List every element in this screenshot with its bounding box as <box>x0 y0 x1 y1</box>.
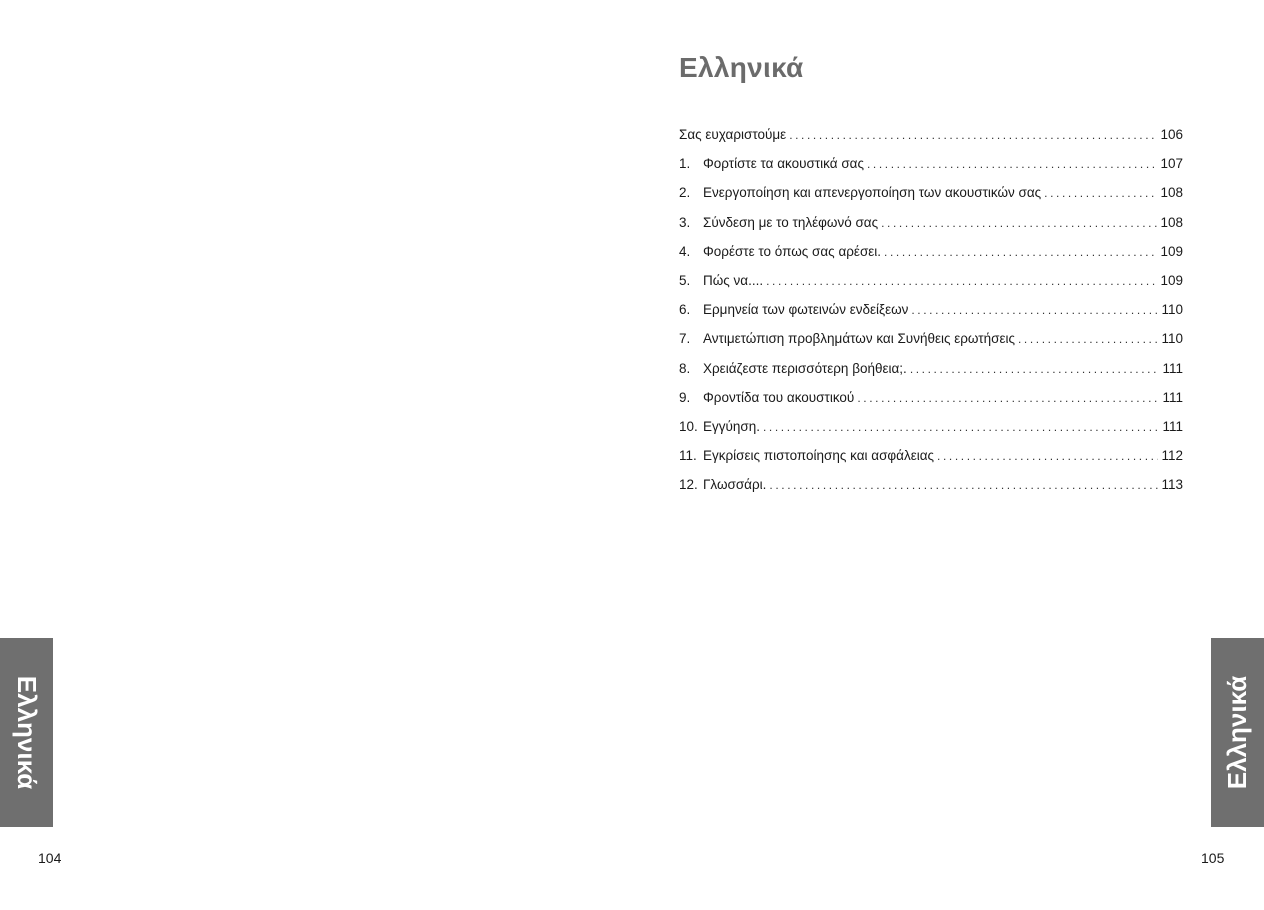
toc-entry[interactable] <box>679 354 1183 383</box>
toc-entry-label: Σας ευχαριστούμε <box>679 127 787 142</box>
toc-entry-number: 1. <box>679 156 691 172</box>
toc-entry-page: 113 <box>1161 477 1183 493</box>
toc-dot-leader <box>910 355 1160 384</box>
toc-entry-number: 4. <box>679 243 691 259</box>
table-of-contents <box>679 120 1183 499</box>
toc-dot-leader <box>911 296 1158 325</box>
toc-dot-leader <box>766 267 1157 296</box>
toc-entry-page: 107 <box>1160 156 1183 172</box>
toc-entry-page: 109 <box>1160 272 1183 288</box>
toc-entry-label: Φροντίδα του ακουστικού <box>703 389 855 405</box>
toc-entry-page: 110 <box>1161 302 1183 318</box>
toc-entry-page: 108 <box>1160 185 1183 201</box>
toc-entry-label: Αντιμετώπιση προβλημάτων και Συνήθεις ερωτήσεις <box>703 331 1015 347</box>
language-side-tab-label: Ελληνικά <box>12 675 43 790</box>
toc-entry-number: 7. <box>679 331 691 347</box>
toc-dot-leader <box>789 121 1157 150</box>
toc-dot-leader <box>1018 325 1158 354</box>
toc-entry[interactable] <box>679 149 1183 178</box>
toc-entry-page: 112 <box>1161 448 1183 464</box>
toc-entry[interactable] <box>679 237 1183 266</box>
toc-entry-label: Σύνδεση με το τηλέφωνό σας <box>703 214 879 230</box>
toc-entry-label: Χρειάζεστε περισσότερη βοήθεια;. <box>703 360 907 376</box>
toc-entry[interactable] <box>679 470 1183 499</box>
toc-entry[interactable] <box>679 441 1183 470</box>
toc-entry-number: 9. <box>679 389 691 405</box>
toc-entry-number: 12. <box>679 477 698 493</box>
toc-entry-number: 2. <box>679 185 691 201</box>
toc-dot-leader <box>937 442 1158 471</box>
toc-entry-label: Ερμηνεία των φωτεινών ενδείξεων <box>703 302 909 318</box>
toc-entry-label: Εγγύηση. <box>703 418 760 434</box>
toc-entry-page: 108 <box>1160 214 1183 230</box>
toc-entry-number: 10. <box>679 418 698 434</box>
page-number-left: 104 <box>38 850 62 866</box>
toc-entry-label: Φορέστε το όπως σας αρέσει. <box>703 243 882 259</box>
language-side-tab-left <box>0 638 53 827</box>
toc-entry-page: 111 <box>1162 389 1183 405</box>
toc-entry[interactable] <box>679 178 1183 207</box>
toc-entry-label: Φορτίστε τα ακουστικά σας <box>703 156 864 172</box>
toc-entry[interactable] <box>679 295 1183 324</box>
toc-entry[interactable] <box>679 412 1183 441</box>
language-side-tab-label: Ελληνικά <box>1222 675 1253 790</box>
toc-entry-number: 5. <box>679 272 691 288</box>
toc-entry-label: Γλωσσάρι. <box>703 477 767 493</box>
toc-entry-page: 111 <box>1162 360 1183 376</box>
toc-dot-leader <box>867 150 1158 179</box>
toc-entry-number: 6. <box>679 302 691 318</box>
toc-entry-page: 110 <box>1161 331 1183 347</box>
toc-entry[interactable] <box>679 120 1183 149</box>
right-page <box>632 0 1264 910</box>
toc-entry[interactable] <box>679 266 1183 295</box>
toc-entry[interactable] <box>679 383 1183 412</box>
toc-dot-leader <box>769 471 1158 500</box>
toc-entry[interactable] <box>679 208 1183 237</box>
toc-entry-page: 111 <box>1162 418 1183 434</box>
toc-entry[interactable] <box>679 324 1183 353</box>
toc-entry-number: 3. <box>679 214 691 230</box>
toc-dot-leader <box>763 413 1159 442</box>
toc-dot-leader <box>857 384 1159 413</box>
toc-entry-label: Ενεργοποίηση και απενεργοποίηση των ακουστικών σας <box>703 185 1042 201</box>
toc-entry-label: Πώς να.... <box>703 272 764 288</box>
toc-dot-leader <box>1044 179 1157 208</box>
page-number-right: 105 <box>1201 850 1225 866</box>
toc-entry-page: 109 <box>1160 243 1183 259</box>
toc-entry-number: 11. <box>679 448 697 464</box>
language-side-tab-right <box>1211 638 1264 827</box>
section-title: Ελληνικά <box>679 52 804 83</box>
toc-entry-page: 106 <box>1160 127 1183 142</box>
toc-entry-number: 8. <box>679 360 691 376</box>
toc-dot-leader <box>881 209 1157 238</box>
toc-dot-leader <box>884 238 1157 267</box>
toc-entry-label: Εγκρίσεις πιστοποίησης και ασφάλειας <box>703 448 935 464</box>
